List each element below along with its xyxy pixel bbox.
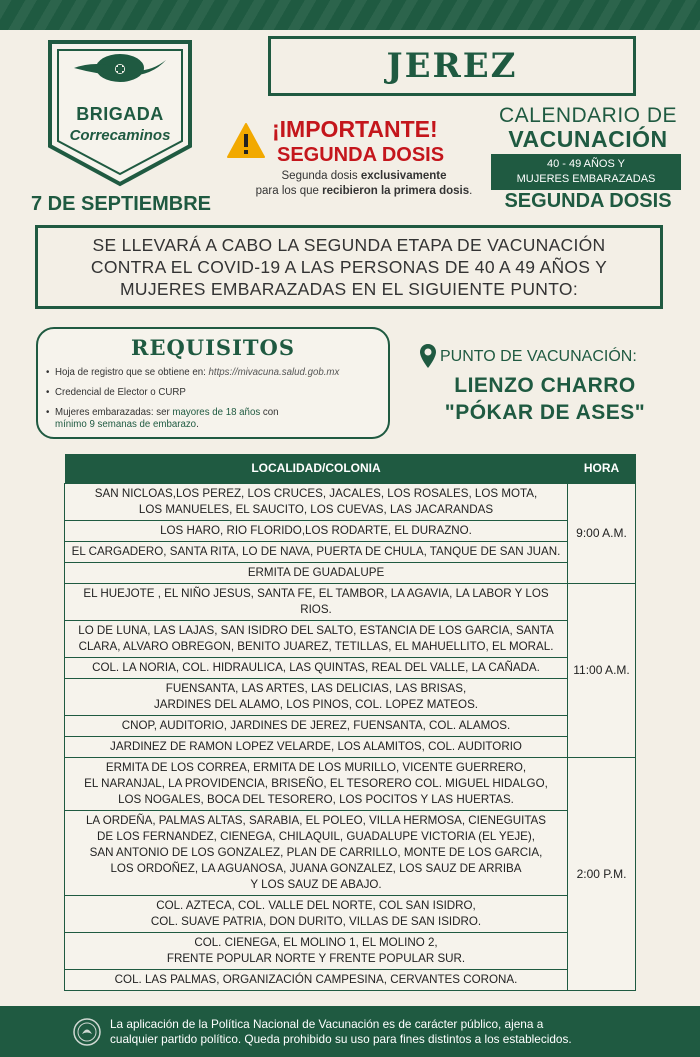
note-text: Segunda dosis xyxy=(281,170,361,182)
column-header-localidad: LOCALIDAD/COLONIA xyxy=(65,454,568,483)
localidad-line: FRENTE POPULAR NORTE Y FRENTE POPULAR SUR. xyxy=(166,951,466,965)
footer-line: La aplicación de la Política Nacional de Vacunación es de carácter público, ajena a xyxy=(110,1017,544,1031)
table-row xyxy=(65,678,636,715)
localidad-line: DE LOS FERNANDEZ, CIENEGA, CHILAQUIL, GUADALUPE VICTORIA (EL YEJE), xyxy=(97,829,535,843)
city-box xyxy=(268,36,636,96)
footer-line: cualquier partido político. Queda prohibido su uso para fines distintos a los establecidos. xyxy=(110,1032,572,1046)
requirements-title: REQUISITOS xyxy=(131,335,295,360)
requirement-item xyxy=(46,367,386,379)
warning-icon xyxy=(226,122,266,160)
requirement-item xyxy=(46,387,386,399)
localidad-line: ERMITA DE LOS CORREA, ERMITA DE LOS MURILLO, VICENTE GUERRERO, xyxy=(105,760,527,774)
table-row xyxy=(65,657,636,678)
localidad-cell xyxy=(65,932,568,969)
vaccination-point-label: PUNTO DE VACUNACIÓN: xyxy=(440,348,637,365)
brigada-title: BRIGADA xyxy=(76,104,164,124)
national-seal-icon xyxy=(72,1017,102,1047)
age-group-line: 40 - 49 AÑOS Y xyxy=(546,158,626,170)
calendar-dose: SEGUNDA DOSIS xyxy=(504,190,672,212)
localidad-line: COL. SUAVE PATRIA, DON DURITO, VILLAS DE SAN ISIDRO. xyxy=(150,914,482,928)
table-row xyxy=(65,620,636,657)
note-text: . xyxy=(469,185,473,197)
localidad-line: ERMITA DE GUADALUPE xyxy=(247,565,385,579)
table-row xyxy=(65,520,636,541)
localidad-cell xyxy=(65,715,568,736)
requirement-text: Hoja de registro que se obtiene en: xyxy=(55,367,209,378)
age-group-badge xyxy=(491,154,681,190)
intro-line: SE LLEVARÁ A CABO LA SEGUNDA ETAPA DE VACUNACIÓN xyxy=(92,235,606,255)
column-header-hora: HORA xyxy=(568,454,636,483)
vaccination-point-name: LIENZO CHARRO xyxy=(454,374,636,397)
table-row xyxy=(65,583,636,620)
table-row xyxy=(65,757,636,810)
alert-subtitle: SEGUNDA DOSIS xyxy=(277,144,445,166)
table-row xyxy=(65,895,636,932)
localidad-line: LOS NOGALES, BOCA DEL TESORERO, LOS POCITOS Y LAS HUERTAS. xyxy=(118,792,514,806)
schedule-body xyxy=(65,483,636,990)
localidad-line: COL. AZTECA, COL. VALLE DEL NORTE, COL SAN ISIDRO, xyxy=(156,898,476,912)
requirement-text: con xyxy=(260,407,279,418)
city-title: JEREZ xyxy=(386,46,518,86)
localidad-cell xyxy=(65,810,568,895)
localidad-line: CLARA, ALVARO OBREGON, BENITO JUAREZ, TETILLAS, EL MAHUELLITO, EL MORAL. xyxy=(78,639,554,653)
hora-cell: 9:00 A.M. xyxy=(568,483,636,583)
intro-line: MUJERES EMBARAZADAS EN EL SIGUIENTE PUNTO: xyxy=(120,279,578,299)
calendar-title: CALENDARIO DE xyxy=(498,104,678,127)
localidad-line: EL NARANJAL, LA PROVIDENCIA, BRISEÑO, EL TESORERO COL. MIGUEL HIDALGO, xyxy=(84,776,548,790)
requirement-emphasis: mayores de 18 años xyxy=(172,407,261,418)
localidad-line: COL. LA NORIA, COL. HIDRAULICA, LAS QUINTAS, REAL DEL VALLE, LA CAÑADA. xyxy=(92,660,540,674)
hora-cell: 11:00 A.M. xyxy=(568,583,636,757)
requirement-text: Mujeres embarazadas: ser xyxy=(55,407,173,418)
requirement-emphasis: mínimo 9 semanas de embarazo xyxy=(55,419,197,430)
localidad-line: EL CARGADERO, SANTA RITA, LO DE NAVA, PUERTA DE CHULA, TANQUE DE SAN JUAN. xyxy=(71,544,561,558)
note-emphasis: exclusivamente xyxy=(360,170,447,182)
calendar-title-bold: VACUNACIÓN xyxy=(508,126,668,152)
localidad-line: JARDINES DEL ALAMO, LOS PINOS, COL. LOPEZ MATEOS. xyxy=(153,697,479,711)
localidad-line: JARDINEZ DE RAMON LOPEZ VELARDE, LOS ALAMITOS, COL. AUDITORIO xyxy=(110,739,522,753)
alert-note xyxy=(228,169,500,199)
table-row xyxy=(65,969,636,990)
localidad-cell xyxy=(65,562,568,583)
vaccination-point-name-2: "PÓKAR DE ASES" xyxy=(444,401,646,424)
localidad-cell xyxy=(65,620,568,657)
localidad-line: SAN ANTONIO DE LOS GONZALEZ, PLAN DE CARRILLO, MONTE DE LOS GARCIA, xyxy=(89,845,543,859)
hora-cell: 2:00 P.M. xyxy=(568,757,636,990)
requirement-text: Credencial de Elector o CURP xyxy=(55,387,186,398)
localidad-cell xyxy=(65,757,568,810)
table-row xyxy=(65,932,636,969)
localidad-line: COL. LAS PALMAS, ORGANIZACIÓN CAMPESINA, CERVANTES CORONA. xyxy=(114,972,518,986)
table-row xyxy=(65,483,636,520)
localidad-line: EL HUEJOTE , EL NIÑO JESUS, SANTA FE, EL TAMBOR, LA AGAVIA, LA LABOR Y LOS RIOS. xyxy=(83,586,549,616)
localidad-line: LA ORDEÑA, PALMAS ALTAS, SARABIA, EL POLEO, VILLA HERMOSA, CIENEGUITAS xyxy=(85,813,547,827)
localidad-cell xyxy=(65,678,568,715)
note-text: para los que xyxy=(255,185,323,197)
localidad-cell xyxy=(65,736,568,757)
localidad-line: LOS ORDOÑEZ, LA AGUANOSA, JUANA GONZALEZ, LOS SAUZ DE ARRIBA xyxy=(110,861,522,875)
localidad-line: SAN NICLOAS,LOS PEREZ, LOS CRUCES, JACALES, LOS ROSALES, LOS MOTA, xyxy=(94,486,538,500)
table-row xyxy=(65,541,636,562)
top-pattern-band xyxy=(0,0,700,30)
intro-text xyxy=(91,234,607,300)
event-date: 7 DE SEPTIEMBRE xyxy=(30,193,212,215)
brigada-subtitle: Correcaminos xyxy=(69,127,171,144)
table-row xyxy=(65,810,636,895)
table-row xyxy=(65,562,636,583)
localidad-line: CNOP, AUDITORIO, JARDINES DE JEREZ, FUENSANTA, COL. ALAMOS. xyxy=(121,718,511,732)
requirements-list xyxy=(46,367,386,439)
localidad-cell xyxy=(65,583,568,620)
localidad-line: LOS HARO, RIO FLORIDO,LOS RODARTE, EL DURAZNO. xyxy=(160,523,472,537)
note-emphasis: recibieron la primera dosis xyxy=(322,185,470,197)
intro-box xyxy=(35,225,663,309)
requirement-item xyxy=(46,407,386,431)
localidad-cell xyxy=(65,895,568,932)
age-group-line: MUJERES EMBARAZADAS xyxy=(516,173,656,185)
localidad-cell xyxy=(65,541,568,562)
location-pin-icon xyxy=(419,343,437,369)
important-title: ¡IMPORTANTE! xyxy=(272,116,438,142)
registration-link[interactable]: https://mivacuna.salud.gob.mx xyxy=(208,367,340,378)
localidad-line: LO DE LUNA, LAS LAJAS, SAN ISIDRO DEL SALTO, ESTANCIA DE LOS GARCIA, SANTA xyxy=(78,623,554,637)
localidad-line: FUENSANTA, LAS ARTES, LAS DELICIAS, LAS BRISAS, xyxy=(165,681,467,695)
table-row xyxy=(65,715,636,736)
footer-disclaimer xyxy=(110,1017,670,1047)
localidad-line: LOS MANUELES, EL SAUCITO, LOS CUEVAS, LAS JACARANDAS xyxy=(138,502,494,516)
localidad-line: COL. CIENEGA, EL MOLINO 1, EL MOLINO 2, xyxy=(194,935,438,949)
table-row xyxy=(65,736,636,757)
table-header-row xyxy=(65,454,636,483)
schedule-table xyxy=(64,454,636,991)
localidad-cell xyxy=(65,969,568,990)
requirement-text: . xyxy=(196,419,199,430)
intro-line: CONTRA EL COVID-19 A LAS PERSONAS DE 40 A 49 AÑOS Y xyxy=(90,257,608,277)
localidad-cell xyxy=(65,520,568,541)
localidad-cell xyxy=(65,483,568,520)
localidad-line: Y LOS SAUZ DE ABAJO. xyxy=(250,877,382,891)
localidad-cell xyxy=(65,657,568,678)
